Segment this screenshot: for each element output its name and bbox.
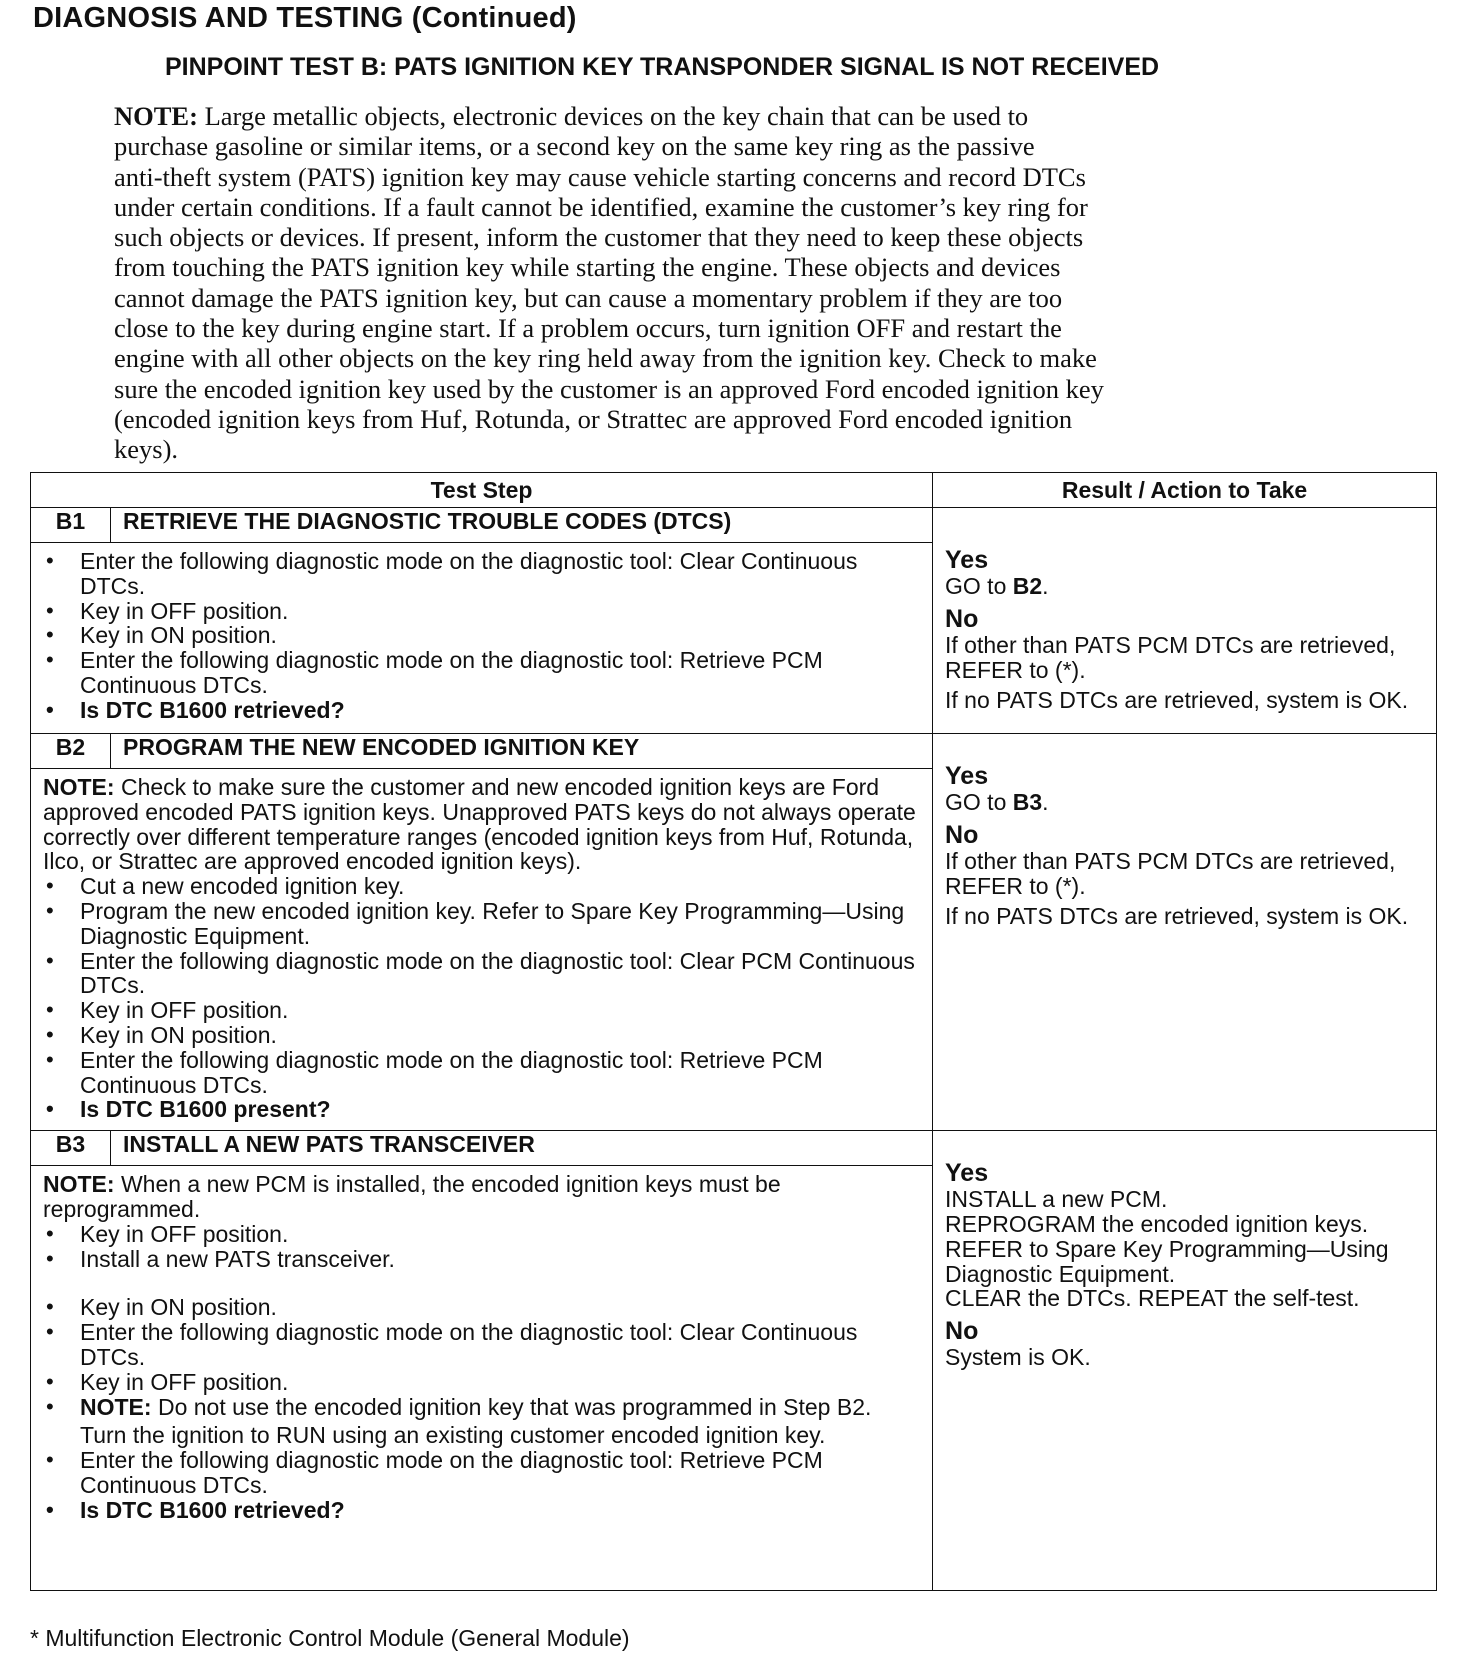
note-text: Do not use the encoded ignition key that was programmed in Step B2. xyxy=(151,1393,872,1420)
step-b1-title-row xyxy=(31,508,1437,543)
step-id: B1 xyxy=(31,508,111,543)
note-label: NOTE: xyxy=(80,1393,152,1420)
list-item: • Enter the following diagnostic mode on the diagnostic tool: Retrieve PCM Continuous DTCs. xyxy=(43,1448,920,1498)
note-text: When a new PCM is installed, the encoded ignition keys must be reprogrammed. xyxy=(43,1171,781,1222)
no-action: If other than PATS PCM DTCs are retrieved, REFER to (*). xyxy=(945,631,1396,683)
list-item: • Key in ON position. xyxy=(43,1295,920,1320)
no-label: No xyxy=(945,604,979,633)
note-line: keys). xyxy=(114,434,179,465)
step-list xyxy=(43,549,920,723)
step-list xyxy=(43,1222,920,1272)
no-action: If no PATS DTCs are retrieved, system is OK. xyxy=(945,903,1409,930)
yes-action: CLEAR the DTCs. REPEAT the self-test. xyxy=(945,1285,1360,1312)
step-b3-body xyxy=(31,1166,933,1591)
pinpoint-test-title: PINPOINT TEST B: PATS IGNITION KEY TRANSPONDER SIGNAL IS NOT RECEIVED xyxy=(165,53,1160,81)
list-item: • Install a new PATS transceiver. xyxy=(43,1247,920,1272)
note-line: cannot damage the PATS ignition key, but can cause a momentary problem if they are too xyxy=(114,282,1063,313)
page-title: DIAGNOSIS AND TESTING (Continued) xyxy=(33,2,577,34)
yes-action xyxy=(945,790,1426,815)
goto-target: B2 xyxy=(1012,573,1043,599)
step-name: PROGRAM THE NEW ENCODED IGNITION KEY xyxy=(111,734,933,769)
goto-suffix: . xyxy=(1042,573,1049,599)
step-note xyxy=(43,775,920,874)
step-b1-result xyxy=(933,508,1437,734)
list-item: • Enter the following diagnostic mode on the diagnostic tool: Clear Continuous DTCs. xyxy=(43,1320,920,1370)
step-list xyxy=(43,1448,920,1522)
step-list xyxy=(43,874,920,1122)
step-id: B3 xyxy=(31,1131,111,1166)
list-item: • Key in OFF position. xyxy=(43,1222,920,1247)
no-action: System is OK. xyxy=(945,1344,1091,1371)
goto-target: B3 xyxy=(1012,789,1043,815)
goto-suffix: . xyxy=(1042,789,1049,815)
step-name: RETRIEVE THE DIAGNOSTIC TROUBLE CODES (DTCS) xyxy=(111,508,933,543)
yes-label: Yes xyxy=(945,1159,989,1188)
list-item: • Is DTC B1600 present? xyxy=(43,1097,920,1122)
step-b2-body xyxy=(31,769,933,1131)
spacer xyxy=(43,1271,920,1295)
note-line: close to the key during engine start. If a problem occurs, turn ignition OFF and restart the xyxy=(114,313,1062,344)
list-item: • Key in ON position. xyxy=(43,1023,920,1048)
note-line xyxy=(114,101,1344,131)
note-line: from touching the PATS ignition key while starting the engine. These objects and devices xyxy=(114,252,1061,283)
note-line: purchase gasoline or similar items, or a second key on the same key ring as the passive xyxy=(114,131,1035,162)
note-line: (encoded ignition keys from Huf, Rotunda, or Strattec are approved Ford encoded ignition xyxy=(114,403,1073,434)
step-id: B2 xyxy=(31,734,111,769)
turn-ignition-text: Turn the ignition to RUN using an existing customer encoded ignition key. xyxy=(80,1422,826,1449)
no-label: No xyxy=(945,1317,979,1346)
yes-action xyxy=(945,574,1426,599)
note-line: sure the encoded ignition key used by the customer is an approved Ford encoded ignition key xyxy=(114,373,1104,404)
note-label: NOTE: xyxy=(43,774,115,800)
list-item: • Enter the following diagnostic mode on the diagnostic tool: Retrieve PCM Continuous DTCs. xyxy=(43,648,920,698)
note-line: engine with all other objects on the key ring held away from the ignition key. Check to make xyxy=(114,343,1097,374)
step-note xyxy=(43,1172,920,1222)
yes-action: REPROGRAM the encoded ignition keys. xyxy=(945,1210,1369,1237)
step-b1-body xyxy=(31,543,933,734)
list-item: • Key in ON position. xyxy=(43,623,920,648)
pinpoint-test-table xyxy=(30,472,1437,1591)
step-b2-result xyxy=(933,734,1437,1131)
yes-label: Yes xyxy=(945,762,989,790)
result-header: Result / Action to Take xyxy=(933,473,1437,508)
list-item: • Enter the following diagnostic mode on the diagnostic tool: Clear PCM Continuous DTCs. xyxy=(43,949,920,999)
list-item: • Enter the following diagnostic mode on the diagnostic tool: Clear Continuous DTCs. xyxy=(43,549,920,599)
no-action: If no PATS DTCs are retrieved, system is OK. xyxy=(945,687,1409,714)
list-item: • Is DTC B1600 retrieved? xyxy=(43,1498,920,1523)
table-header-row xyxy=(31,473,1437,508)
no-action: If other than PATS PCM DTCs are retrieved, REFER to (*). xyxy=(945,847,1396,899)
list-item: • Enter the following diagnostic mode on the diagnostic tool: Retrieve PCM Continuous DTCs. xyxy=(43,1048,920,1098)
yes-action: REFER to Spare Key Programming—Using Diagnostic Equipment. xyxy=(945,1235,1389,1287)
yes-label: Yes xyxy=(945,546,989,574)
step-name: INSTALL A NEW PATS TRANSCEIVER xyxy=(111,1131,933,1166)
step-list xyxy=(43,1295,920,1419)
step-b2-title-row xyxy=(31,734,1437,769)
note-label: NOTE: xyxy=(43,1171,115,1198)
test-step-header: Test Step xyxy=(31,473,933,508)
list-item: • Key in OFF position. xyxy=(43,599,920,624)
no-label: No xyxy=(945,820,979,849)
note-text: Large metallic objects, electronic devices on the key chain that can be used to xyxy=(197,101,1029,131)
list-item: • Cut a new encoded ignition key. xyxy=(43,874,920,899)
step-b3-title-row xyxy=(31,1131,1437,1166)
intro-note xyxy=(114,101,1344,465)
list-item: • Program the new encoded ignition key. Refer to Spare Key Programming—Using Diagnostic Equipment. xyxy=(43,899,920,949)
footnote: * Multifunction Electronic Control Module (General Module) xyxy=(30,1625,630,1651)
note-line: anti-theft system (PATS) ignition key may cause vehicle starting concerns and record DTCs xyxy=(114,161,1086,192)
goto-text: GO to xyxy=(945,789,1013,815)
list-item: • Key in OFF position. xyxy=(43,998,920,1023)
note-label: NOTE: xyxy=(114,101,198,131)
list-item xyxy=(43,1395,920,1420)
note-line: under certain conditions. If a fault cannot be identified, examine the customer’s key ring for xyxy=(114,191,1088,222)
list-item: • Is DTC B1600 retrieved? xyxy=(43,698,920,723)
list-item: • Key in OFF position. xyxy=(43,1370,920,1395)
note-line: such objects or devices. If present, inform the customer that they need to keep these objects xyxy=(114,222,1084,253)
note-text: Check to make sure the customer and new encoded ignition keys are Ford approved encoded PATS ignition keys. Unapproved PATS keys do not always operate correctly over different temperature ranges (encoded ignition keys from Huf, Rotunda, Ilco, or Strattec are approved encoded ignition keys). xyxy=(43,774,916,875)
yes-action: INSTALL a new PCM. xyxy=(945,1186,1168,1213)
goto-text: GO to xyxy=(945,573,1013,599)
step-b3-result xyxy=(933,1131,1437,1591)
